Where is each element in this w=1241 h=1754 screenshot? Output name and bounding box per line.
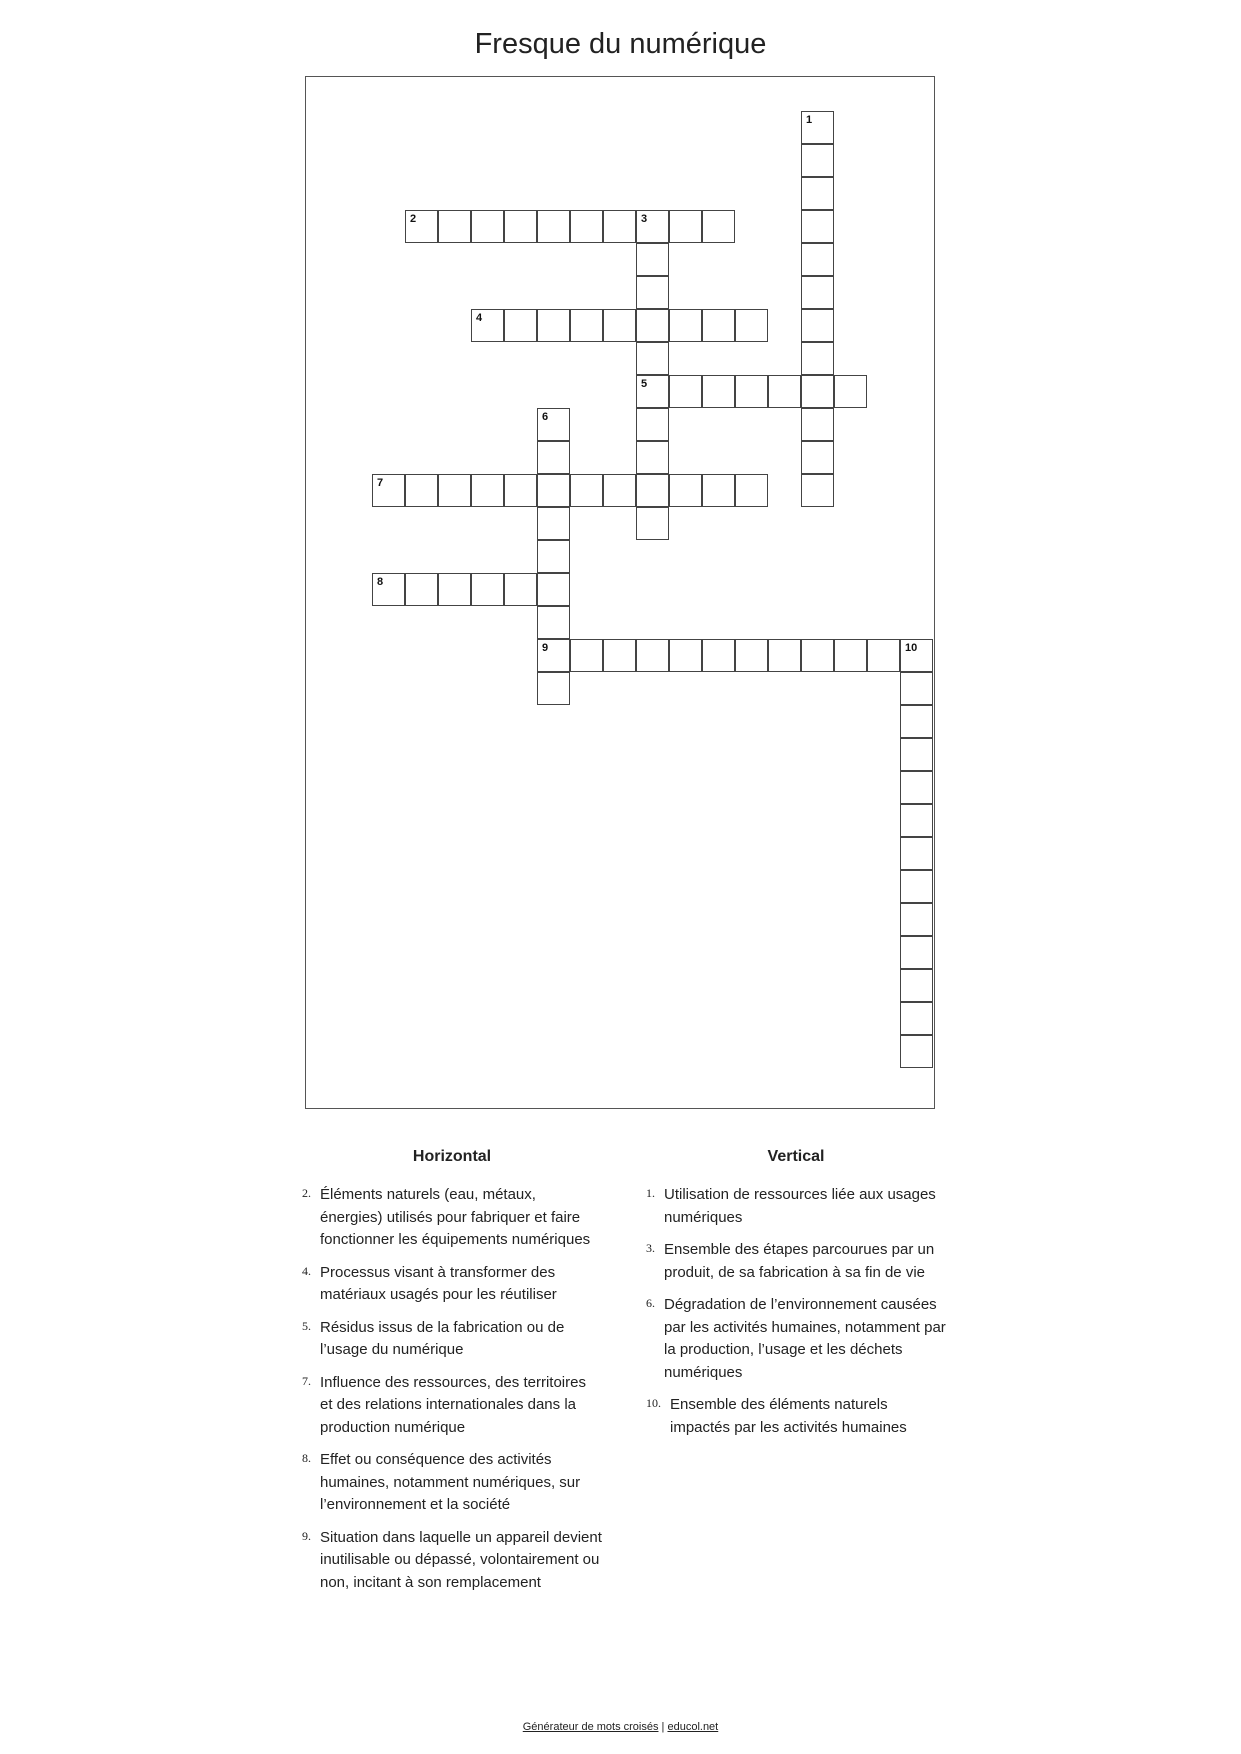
clue-number: 9 (542, 642, 549, 654)
grid-cell[interactable] (438, 210, 471, 243)
grid-cell[interactable] (900, 969, 933, 1002)
clue-number: 6 (542, 411, 549, 423)
vertical-clue (646, 1239, 946, 1284)
grid-cell[interactable] (438, 474, 471, 507)
grid-cell[interactable] (537, 606, 570, 639)
clue-number: 5. (302, 1318, 311, 1333)
grid-cell[interactable] (636, 507, 669, 540)
clue-number: 10 (905, 642, 918, 654)
grid-cell[interactable] (636, 474, 669, 507)
clue-number: 9. (302, 1528, 311, 1543)
grid-cell[interactable] (900, 1002, 933, 1035)
grid-cell[interactable] (603, 309, 636, 342)
grid-cell[interactable] (768, 639, 801, 672)
grid-cell[interactable] (801, 474, 834, 507)
grid-cell[interactable] (669, 474, 702, 507)
grid-cell[interactable] (801, 111, 834, 144)
grid-cell[interactable] (900, 639, 933, 672)
clue-text: Utilisation de ressources liée aux usages numériques (664, 1186, 936, 1226)
footer-generator-link[interactable]: Générateur de mots croisés (522, 1721, 659, 1733)
grid-cell[interactable] (867, 639, 900, 672)
horizontal-clue (302, 1527, 602, 1595)
clue-number: 2. (302, 1186, 311, 1200)
clue-number: 8 (377, 576, 384, 588)
grid-cell[interactable] (900, 936, 933, 969)
clue-number: 10. (646, 1396, 661, 1410)
clue-number: 1 (806, 114, 813, 126)
grid-cell[interactable] (405, 573, 438, 606)
grid-cell[interactable] (669, 309, 702, 342)
clue-number: 8. (302, 1451, 311, 1465)
grid-cell[interactable] (471, 210, 504, 243)
clue-number: 3. (646, 1241, 655, 1255)
footer-separator: | (658, 1721, 668, 1733)
horizontal-clue (302, 1262, 602, 1307)
grid-cell[interactable] (801, 408, 834, 441)
grid-cell[interactable] (735, 375, 768, 408)
grid-cell[interactable] (834, 375, 867, 408)
grid-cell[interactable] (537, 408, 570, 441)
vertical-heading: Vertical (767, 1148, 825, 1165)
grid-cell[interactable] (471, 573, 504, 606)
clue-number: 5 (641, 378, 648, 390)
grid-cell[interactable] (570, 309, 603, 342)
clue-text: Effet ou conséquence des activités humaines, notamment numériques, sur l’environnement et la société (320, 1451, 581, 1513)
clue-number: 4. (302, 1263, 311, 1278)
grid-cell[interactable] (636, 243, 669, 276)
grid-cell[interactable] (900, 870, 933, 903)
clue-text: Dégradation de l’environnement causées par les activités humaines, notamment par la production, l’usage et les déchets numériques (664, 1296, 946, 1381)
grid-cell[interactable] (669, 210, 702, 243)
clue-number: 6. (646, 1296, 655, 1310)
grid-cell[interactable] (372, 573, 405, 606)
grid-cell[interactable] (636, 342, 669, 375)
grid-cell[interactable] (504, 573, 537, 606)
clue-number: 7. (302, 1373, 311, 1388)
grid-cell[interactable] (900, 837, 933, 870)
grid-cell[interactable] (537, 672, 570, 705)
grid-cell[interactable] (570, 210, 603, 243)
crossword-grid (305, 76, 935, 1109)
grid-cell[interactable] (669, 375, 702, 408)
grid-cell[interactable] (669, 639, 702, 672)
grid-cell[interactable] (537, 507, 570, 540)
horizontal-clue (302, 1449, 602, 1517)
grid-cell[interactable] (801, 243, 834, 276)
footer-site-link[interactable]: educol.net (667, 1721, 719, 1733)
grid-cell[interactable] (537, 309, 570, 342)
clue-number: 1. (646, 1186, 655, 1200)
vertical-clue (646, 1394, 946, 1439)
grid-cell[interactable] (702, 210, 735, 243)
grid-cell[interactable] (900, 705, 933, 738)
clue-number: 7 (377, 477, 384, 489)
grid-cell[interactable] (603, 210, 636, 243)
grid-cell[interactable] (438, 573, 471, 606)
clue-number: 4 (476, 312, 483, 324)
grid-cell[interactable] (900, 804, 933, 837)
grid-cell[interactable] (801, 210, 834, 243)
grid-cell[interactable] (834, 639, 867, 672)
grid-cell[interactable] (702, 309, 735, 342)
grid-cell[interactable] (471, 309, 504, 342)
grid-cell[interactable] (537, 474, 570, 507)
grid-cell[interactable] (636, 408, 669, 441)
grid-cell[interactable] (900, 738, 933, 771)
grid-cell[interactable] (405, 474, 438, 507)
grid-cell[interactable] (537, 573, 570, 606)
vertical-clue (646, 1184, 946, 1229)
clue-text: Résidus issus de la fabrication ou de l’usage du numérique (320, 1318, 565, 1358)
horizontal-clue (302, 1317, 602, 1362)
grid-cell[interactable] (372, 474, 405, 507)
grid-cell[interactable] (702, 474, 735, 507)
grid-cell[interactable] (735, 474, 768, 507)
grid-cell[interactable] (636, 375, 669, 408)
grid-cell[interactable] (471, 474, 504, 507)
grid-cell[interactable] (768, 375, 801, 408)
horizontal-clues (302, 1148, 602, 1604)
grid-cell[interactable] (504, 309, 537, 342)
vertical-clues (646, 1148, 946, 1449)
grid-cell[interactable] (900, 903, 933, 936)
clue-text: Ensemble des éléments naturels impactés par les activités humaines (670, 1396, 907, 1436)
clue-text: Influence des ressources, des territoires et des relations internationales dans la production numérique (320, 1373, 586, 1436)
clue-text: Ensemble des étapes parcourues par un produit, de sa fabrication à sa fin de vie (664, 1241, 935, 1281)
grid-cell[interactable] (801, 276, 834, 309)
grid-cell[interactable] (636, 639, 669, 672)
grid-cell[interactable] (801, 639, 834, 672)
clue-number: 2 (410, 213, 417, 225)
grid-cell[interactable] (801, 342, 834, 375)
clue-text: Processus visant à transformer des matériaux usagés pour les réutiliser (320, 1263, 557, 1303)
grid-cell[interactable] (801, 309, 834, 342)
grid-cell[interactable] (801, 441, 834, 474)
grid-cell[interactable] (603, 639, 636, 672)
grid-cell[interactable] (702, 639, 735, 672)
grid-cell[interactable] (504, 474, 537, 507)
horizontal-clue (302, 1184, 602, 1252)
grid-cell[interactable] (636, 441, 669, 474)
grid-cell[interactable] (900, 1035, 933, 1068)
vertical-clue (646, 1294, 946, 1384)
grid-cell[interactable] (702, 375, 735, 408)
grid-cell[interactable] (801, 177, 834, 210)
grid-cell[interactable] (636, 276, 669, 309)
grid-cell[interactable] (504, 210, 537, 243)
grid-cell[interactable] (537, 639, 570, 672)
grid-cell[interactable] (801, 144, 834, 177)
grid-cell[interactable] (801, 375, 834, 408)
page-title: Fresque du numérique (474, 28, 767, 60)
grid-cell[interactable] (537, 540, 570, 573)
grid-cell[interactable] (735, 309, 768, 342)
grid-cell[interactable] (735, 639, 768, 672)
grid-cell[interactable] (537, 441, 570, 474)
grid-cell[interactable] (537, 210, 570, 243)
grid-cell[interactable] (636, 210, 669, 243)
grid-cell[interactable] (570, 474, 603, 507)
grid-cell[interactable] (900, 672, 933, 705)
clue-number: 3 (641, 213, 648, 225)
horizontal-clue (302, 1372, 602, 1440)
horizontal-heading: Horizontal (412, 1148, 492, 1165)
grid-cell[interactable] (570, 639, 603, 672)
clue-text: Situation dans laquelle un appareil devient inutilisable ou dépassé, volontairement ou non, incitant à son remplacement (320, 1528, 602, 1591)
grid-cell[interactable] (900, 771, 933, 804)
clue-text: Éléments naturels (eau, métaux, énergies) utilisés pour fabriquer et faire fonctionner les équipements numériques (320, 1186, 591, 1248)
grid-cell[interactable] (405, 210, 438, 243)
footer (0, 1721, 1241, 1733)
grid-cell[interactable] (603, 474, 636, 507)
grid-cell[interactable] (636, 309, 669, 342)
